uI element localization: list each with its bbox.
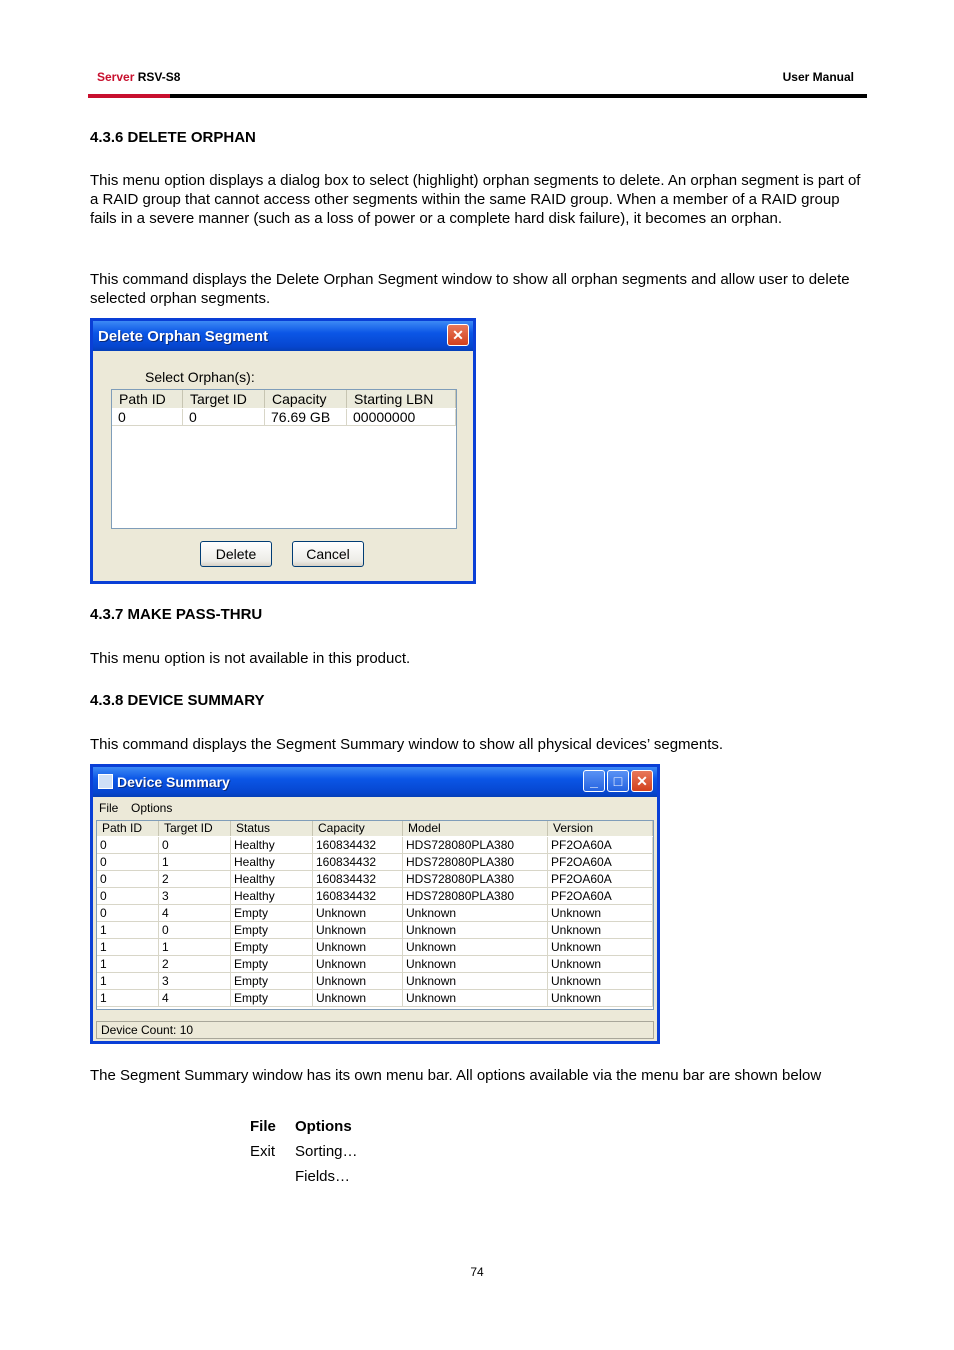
menu-options[interactable]: Options <box>131 801 173 815</box>
table-cell[interactable]: Empty <box>231 990 313 1007</box>
table-cell[interactable]: 1 <box>97 990 159 1007</box>
column-header-path-id[interactable]: Path ID <box>97 821 159 836</box>
table-cell[interactable]: Unknown <box>548 939 653 956</box>
column-header-capacity[interactable]: Capacity <box>265 390 347 408</box>
table-cell[interactable]: Unknown <box>548 905 653 922</box>
table-cell[interactable]: PF2OA60A <box>548 854 653 871</box>
table-cell[interactable]: PF2OA60A <box>548 888 653 905</box>
table-cell[interactable]: Unknown <box>403 905 548 922</box>
table-cell[interactable]: Healthy <box>231 871 313 888</box>
window-titlebar <box>93 767 657 797</box>
menu-table-header-options: Options <box>295 1118 352 1135</box>
table-cell[interactable]: Empty <box>231 905 313 922</box>
table-cell[interactable]: Unknown <box>313 956 403 973</box>
table-cell[interactable]: Unknown <box>548 922 653 939</box>
menu-table-header-file: File <box>250 1118 276 1135</box>
table-cell[interactable]: 1 <box>159 854 231 871</box>
column-header-path-id[interactable]: Path ID <box>112 390 183 408</box>
table-cell[interactable]: Unknown <box>548 956 653 973</box>
table-cell[interactable]: Unknown <box>313 922 403 939</box>
table-cell[interactable]: Unknown <box>403 990 548 1007</box>
table-cell[interactable]: Unknown <box>313 973 403 990</box>
close-icon[interactable]: ✕ <box>631 770 653 792</box>
menu-bar <box>93 797 657 819</box>
status-bar: Device Count: 10 <box>96 1021 654 1039</box>
table-cell[interactable]: 0 <box>112 409 183 426</box>
column-header-starting-lbn[interactable]: Starting LBN <box>347 390 456 408</box>
table-cell[interactable]: Empty <box>231 956 313 973</box>
select-orphans-label: Select Orphan(s): <box>145 369 255 385</box>
column-header-target-id[interactable]: Target ID <box>183 390 265 408</box>
table-cell[interactable]: Unknown <box>403 956 548 973</box>
menu-table-item-fields: Fields… <box>295 1168 351 1185</box>
section-title-device-summary: 4.3.8 DEVICE SUMMARY <box>90 692 265 709</box>
table-cell[interactable]: 76.69 GB <box>265 409 347 426</box>
table-cell[interactable]: HDS728080PLA380 <box>403 837 548 854</box>
column-header-model[interactable]: Model <box>403 821 548 836</box>
table-cell[interactable]: 3 <box>159 973 231 990</box>
table-cell[interactable]: Unknown <box>313 905 403 922</box>
menu-options-table <box>250 1118 358 1193</box>
table-cell[interactable]: Empty <box>231 939 313 956</box>
table-cell[interactable]: HDS728080PLA380 <box>403 854 548 871</box>
menu-table-item-sorting: Sorting… <box>295 1143 358 1160</box>
column-header-capacity[interactable]: Capacity <box>313 821 403 836</box>
header-model: RSV-S8 <box>137 70 181 84</box>
minimize-icon[interactable]: _ <box>583 770 605 792</box>
make-pass-thru-paragraph: This menu option is not available in this product. <box>90 650 411 667</box>
table-cell[interactable]: 1 <box>97 956 159 973</box>
table-cell[interactable]: Healthy <box>231 854 313 871</box>
column-header-version[interactable]: Version <box>548 821 653 836</box>
table-cell[interactable]: 0 <box>159 837 231 854</box>
table-cell[interactable]: 2 <box>159 956 231 973</box>
table-cell[interactable]: 160834432 <box>313 888 403 905</box>
section-title-delete-orphan: 4.3.6 DELETE ORPHAN <box>90 129 256 146</box>
table-cell[interactable]: 160834432 <box>313 854 403 871</box>
column-header-target-id[interactable]: Target ID <box>159 821 231 836</box>
table-cell[interactable]: Unknown <box>403 973 548 990</box>
table-cell[interactable]: Empty <box>231 922 313 939</box>
dialog-titlebar <box>93 321 473 351</box>
table-cell[interactable]: HDS728080PLA380 <box>403 871 548 888</box>
table-cell[interactable]: 0 <box>159 922 231 939</box>
delete-orphan-paragraph-1: This menu option displays a dialog box to select (highlight) orphan segments to delete. An orphan segment is part of a RAID group that cannot access other segments within the same RAID group. When a member of a RAID group fails in a severe manner (such as a loss of power or a complete hard disk failure), it becomes an orphan. <box>90 172 861 227</box>
table-cell[interactable]: HDS728080PLA380 <box>403 888 548 905</box>
table-cell[interactable]: Unknown <box>403 922 548 939</box>
delete-orphan-dialog <box>90 318 476 584</box>
table-cell[interactable]: 4 <box>159 990 231 1007</box>
table-cell[interactable]: 2 <box>159 871 231 888</box>
orphan-list[interactable] <box>111 389 457 529</box>
table-cell[interactable]: 00000000 <box>347 409 456 426</box>
table-cell[interactable]: Unknown <box>313 939 403 956</box>
page-number: 74 <box>470 1265 484 1279</box>
table-cell[interactable]: 1 <box>159 939 231 956</box>
maximize-icon[interactable]: □ <box>607 770 629 792</box>
header-doc-title: User Manual <box>782 70 854 84</box>
table-cell[interactable]: 0 <box>183 409 265 426</box>
device-summary-paragraph-2: The Segment Summary window has its own menu bar. All options available via the menu bar are shown below <box>90 1067 822 1084</box>
device-summary-window <box>90 764 660 1044</box>
table-cell[interactable]: 0 <box>97 837 159 854</box>
close-icon[interactable]: ✕ <box>447 324 469 346</box>
table-cell[interactable]: 1 <box>97 939 159 956</box>
table-cell[interactable]: 0 <box>97 905 159 922</box>
device-summary-paragraph-1: This command displays the Segment Summary window to show all physical devices’ segments. <box>90 736 724 753</box>
cancel-button[interactable]: Cancel <box>292 541 364 567</box>
menu-table-empty <box>250 1168 295 1193</box>
table-cell[interactable]: 0 <box>97 854 159 871</box>
table-cell[interactable]: Unknown <box>403 939 548 956</box>
menu-file[interactable]: File <box>99 801 119 815</box>
table-cell[interactable]: Healthy <box>231 837 313 854</box>
column-header-status[interactable]: Status <box>231 821 313 836</box>
section-title-make-pass-thru: 4.3.7 MAKE PASS-THRU <box>90 606 263 623</box>
dialog-title: Delete Orphan Segment <box>98 328 269 345</box>
table-cell[interactable]: PF2OA60A <box>548 837 653 854</box>
table-cell[interactable]: 160834432 <box>313 871 403 888</box>
device-list[interactable] <box>96 820 654 1010</box>
menu-table-item-exit: Exit <box>250 1143 276 1160</box>
table-cell[interactable]: 0 <box>97 888 159 905</box>
header-brand: Server <box>97 70 135 84</box>
table-cell[interactable]: 3 <box>159 888 231 905</box>
table-cell[interactable]: Empty <box>231 973 313 990</box>
table-cell[interactable]: 4 <box>159 905 231 922</box>
table-cell[interactable]: 160834432 <box>313 837 403 854</box>
window-title: Device Summary <box>117 774 230 790</box>
app-icon <box>98 774 113 789</box>
table-cell[interactable]: PF2OA60A <box>548 871 653 888</box>
table-cell[interactable]: 1 <box>97 922 159 939</box>
table-cell[interactable]: 0 <box>97 871 159 888</box>
header-rule-black <box>170 94 867 98</box>
table-cell[interactable]: Unknown <box>313 990 403 1007</box>
table-cell[interactable]: 1 <box>97 973 159 990</box>
table-cell[interactable]: Unknown <box>548 990 653 1007</box>
table-cell[interactable]: Healthy <box>231 888 313 905</box>
delete-button[interactable]: Delete <box>200 541 272 567</box>
delete-orphan-paragraph-2: This command displays the Delete Orphan Segment window to show all orphan segments and allow user to delete selected orphan segments. <box>90 271 850 307</box>
header-rule-red <box>88 94 170 98</box>
table-cell[interactable]: Unknown <box>548 973 653 990</box>
header-product <box>97 70 180 84</box>
